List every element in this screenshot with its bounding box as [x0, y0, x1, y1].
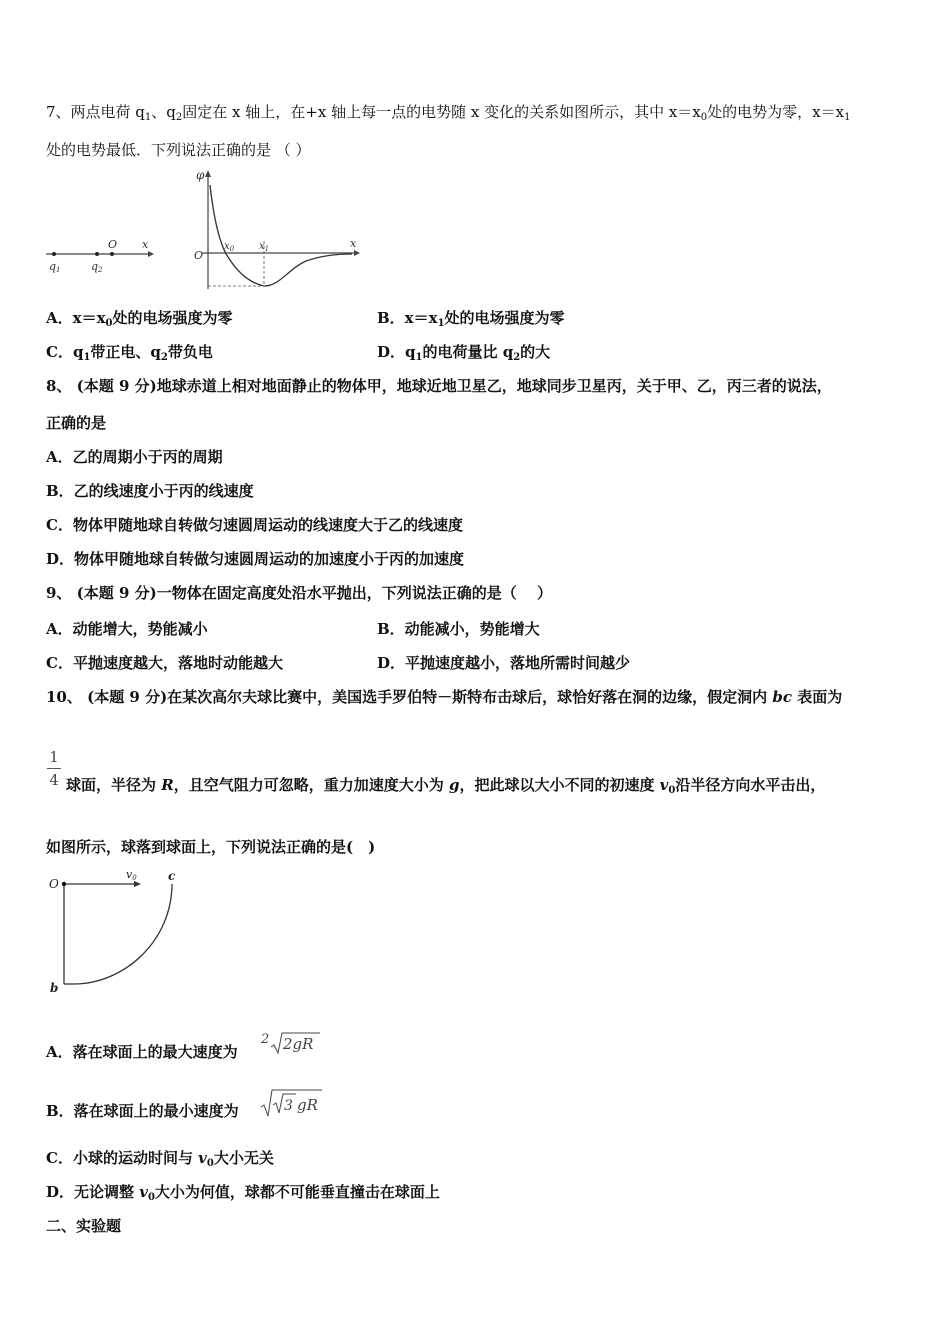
q7-option-b: B．$x=x_1$处的电场强度为零 [377, 309, 565, 329]
svg-text:b: b [50, 981, 59, 995]
section-heading: 二、实验题 [46, 1217, 122, 1235]
q10-fraction [47, 748, 61, 789]
q10-stem-line1: 10、 (本题 9 分)在某次高尔夫球比赛中，美国选手罗伯特－斯特布击球后，球恰好落在洞的边缘，假定洞内 bc 表面为 [46, 688, 843, 706]
fraction-bar [47, 768, 61, 769]
svg-text:O: O [108, 238, 118, 251]
svg-text:2gR: 2gR [283, 1035, 314, 1053]
q9-option-c: C．平抛速度越大，落地时动能越大 [46, 654, 283, 672]
q7-potential-graph [188, 165, 363, 295]
svg-text:3: 3 [284, 1098, 293, 1114]
q8-option-c: C．物体甲随地球自转做匀速圆周运动的线速度大于乙的线速度 [46, 516, 463, 534]
sqrt-formula-a [260, 1030, 322, 1056]
svg-text:gR: gR [297, 1096, 318, 1114]
svg-text:φ: φ [196, 168, 205, 182]
q8-stem-line2: 正确的是 [46, 414, 107, 432]
q10-option-a-formula [260, 1030, 322, 1056]
svg-text:O: O [49, 877, 59, 891]
svg-text:2: 2 [261, 1032, 270, 1047]
q7-stem-line1: 7、两点电荷 $q_1$、$q_2$固定在 x 轴上，在+x 轴上每一点的电势随 x 变化的关系如图所示，其中 $x=x_0$处的电势为零，$x=x_1$ [46, 103, 851, 123]
q10-option-a: A．落在球面上的最大速度为 [46, 1043, 238, 1061]
svg-text:c: c [168, 869, 176, 883]
q7-option-d: D．$q_1$的电荷量比 $q_2$的大 [377, 343, 551, 363]
q7-stem-line2: 处的电势最低．下列说法正确的是 （ ） [46, 141, 311, 159]
q8-option-a: A．乙的周期小于丙的周期 [46, 448, 223, 466]
q8-stem-line1: 8、 (本题 9 分)地球赤道上相对地面静止的物体甲，地球近地卫星乙，地球同步卫星丙，关于甲、乙，丙三者的说法， [46, 377, 832, 395]
q9-stem: 9、 (本题 9 分)一物体在固定高度处沿水平抛出，下列说法正确的是（ ） [46, 584, 552, 602]
q10-option-d: D．无论调整 $v_0$大小为何值，球都不可能垂直撞击在球面上 [46, 1183, 440, 1203]
svg-text:v0: v0 [126, 868, 137, 882]
sqrt-formula-b [260, 1088, 324, 1118]
svg-text:x: x [142, 238, 149, 251]
q8-option-d: D．物体甲随地球自转做匀速圆周运动的加速度小于丙的加速度 [46, 550, 465, 568]
q10-option-b: B．落在球面上的最小速度为 [46, 1102, 239, 1120]
q7-charge-axis-figure [42, 232, 157, 276]
q9-option-b: B．动能减小，势能增大 [377, 620, 540, 638]
svg-text:x: x [350, 237, 357, 250]
svg-text:x1: $x_1$ [259, 241, 270, 253]
q9-option-d: D．平抛速度越小，落地所需时间越少 [377, 654, 631, 672]
svg-text:q2: q2 [91, 260, 103, 274]
q10-option-b-formula [260, 1088, 324, 1118]
fraction-numerator: 1 [49, 748, 59, 766]
q10-option-c: C．小球的运动时间与 $v_0$大小无关 [46, 1149, 274, 1169]
q10-hole-figure [44, 866, 189, 998]
svg-text:q1: q1 [49, 260, 61, 274]
q7-option-a: A．$x=x_0$处的电场强度为零 [46, 309, 233, 329]
q10-stem-line2: 球面，半径为 R，且空气阻力可忽略，重力加速度大小为 g，把此球以大小不同的初速度 $v_0$沿半径方向水平击出， [66, 776, 826, 796]
fraction-denominator: 4 [49, 771, 59, 789]
q7-option-c: C．$q_1$带正电、$q_2$带负电 [46, 343, 213, 363]
q8-option-b: B．乙的线速度小于丙的线速度 [46, 482, 254, 500]
svg-text:x0: $x_0$ [224, 241, 235, 253]
svg-text:O: O [194, 249, 204, 262]
q9-option-a: A．动能增大，势能减小 [46, 620, 208, 638]
q10-stem-line3: 如图所示，球落到球面上，下列说法正确的是( ) [46, 838, 376, 856]
